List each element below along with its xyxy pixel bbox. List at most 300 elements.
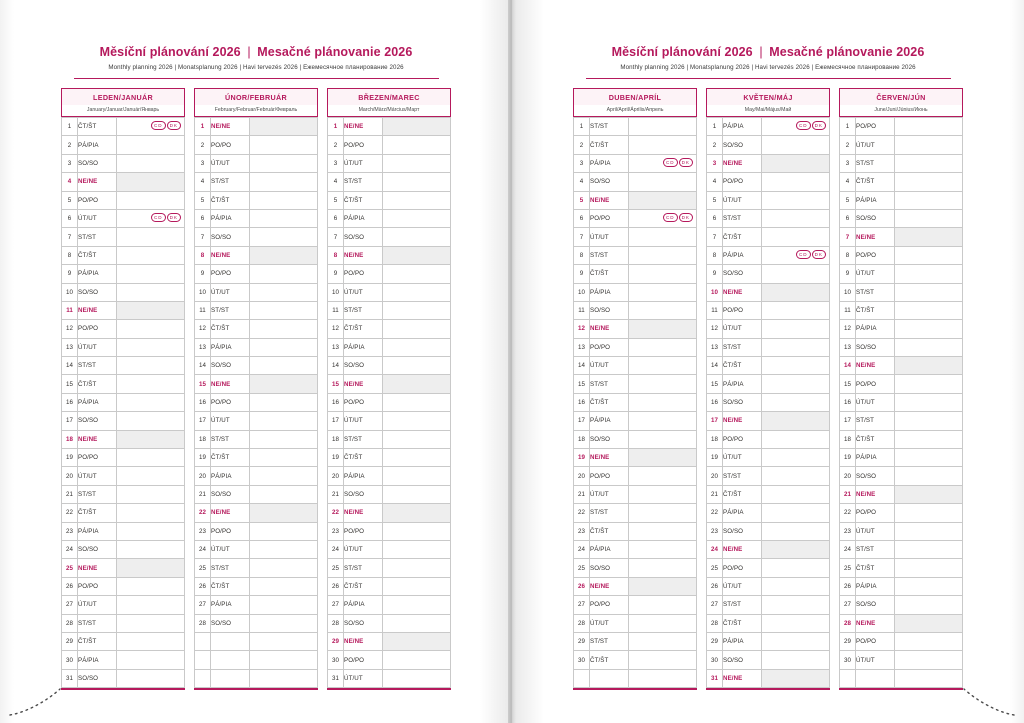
day-note-field[interactable] [629, 669, 697, 687]
day-number: 7 [328, 228, 344, 246]
day-number: 31 [328, 669, 344, 687]
day-note-field[interactable] [629, 209, 697, 227]
month-block [61, 88, 185, 690]
day-note-field[interactable] [383, 449, 451, 467]
month-subtitle: March/März/Március/Март [327, 105, 451, 117]
day-note-field[interactable] [117, 651, 185, 669]
day-note-field[interactable] [762, 301, 830, 319]
day-of-week: ČT/ŠT [78, 118, 117, 136]
day-of-week: NE/NE [590, 449, 629, 467]
day-row [62, 540, 185, 558]
day-row [707, 412, 830, 430]
day-note-field[interactable] [895, 246, 963, 264]
day-note-field[interactable] [629, 191, 697, 209]
day-note-field[interactable] [762, 338, 830, 356]
day-note-field[interactable] [629, 265, 697, 283]
day-of-week: PÁ/PIA [723, 375, 762, 393]
day-number: 11 [195, 301, 211, 319]
day-note-field[interactable] [250, 467, 318, 485]
day-note-field[interactable] [895, 136, 963, 154]
day-note-field[interactable] [117, 301, 185, 319]
day-note-field[interactable] [117, 357, 185, 375]
day-note-field[interactable] [383, 265, 451, 283]
day-note-field[interactable] [250, 504, 318, 522]
day-note-field[interactable] [629, 467, 697, 485]
day-note-field[interactable] [117, 485, 185, 503]
day-note-field[interactable] [762, 651, 830, 669]
day-of-week: SO/SO [78, 283, 117, 301]
day-note-field[interactable] [383, 246, 451, 264]
day-note-field[interactable] [250, 320, 318, 338]
day-note-field[interactable] [762, 559, 830, 577]
month-title: BŘEZEN/MAREC [327, 88, 451, 105]
day-note-field[interactable] [762, 614, 830, 632]
day-note-field[interactable] [629, 154, 697, 172]
day-number: 2 [328, 136, 344, 154]
day-note-field[interactable] [383, 632, 451, 650]
day-note-field[interactable] [895, 596, 963, 614]
day-note-field[interactable] [629, 338, 697, 356]
day-row [62, 228, 185, 246]
day-of-week: PO/PO [211, 393, 250, 411]
day-number: 31 [62, 669, 78, 687]
day-of-week: ST/ST [211, 430, 250, 448]
day-note-field[interactable] [383, 301, 451, 319]
day-note-field[interactable] [895, 504, 963, 522]
month-block [327, 88, 451, 690]
day-note-field[interactable] [895, 265, 963, 283]
day-row [62, 467, 185, 485]
day-note-field[interactable] [117, 320, 185, 338]
day-note-field[interactable] [895, 209, 963, 227]
day-note-field[interactable] [629, 651, 697, 669]
day-note-field[interactable] [629, 522, 697, 540]
day-note-field[interactable] [762, 522, 830, 540]
day-row [707, 559, 830, 577]
day-of-week: SO/SO [78, 540, 117, 558]
day-note-field[interactable] [895, 540, 963, 558]
day-number: 26 [840, 577, 856, 595]
day-note-field[interactable] [762, 265, 830, 283]
day-row [328, 467, 451, 485]
day-note-field[interactable] [383, 118, 451, 136]
day-note-field[interactable] [762, 357, 830, 375]
day-number: 24 [840, 540, 856, 558]
day-note-field[interactable] [762, 467, 830, 485]
day-row [195, 449, 318, 467]
day-row [62, 209, 185, 227]
day-row [707, 449, 830, 467]
day-note-field[interactable] [762, 173, 830, 191]
day-note-field[interactable] [117, 338, 185, 356]
day-note-field[interactable] [117, 393, 185, 411]
day-of-week: SO/SO [211, 228, 250, 246]
day-number: 29 [840, 632, 856, 650]
day-note-field[interactable] [383, 669, 451, 687]
day-note-field[interactable] [250, 118, 318, 136]
day-note-field[interactable] [383, 467, 451, 485]
day-note-field[interactable] [250, 375, 318, 393]
day-note-field[interactable] [762, 246, 830, 264]
day-note-field[interactable] [895, 191, 963, 209]
day-note-field[interactable] [383, 357, 451, 375]
day-of-week: NE/NE [856, 228, 895, 246]
day-note-field[interactable] [383, 577, 451, 595]
day-of-week: ČT/ŠT [590, 265, 629, 283]
day-note-field[interactable] [117, 449, 185, 467]
day-row [328, 357, 451, 375]
day-note-field[interactable] [629, 485, 697, 503]
day-of-week: PO/PO [344, 393, 383, 411]
day-number: 22 [328, 504, 344, 522]
day-note-field[interactable] [383, 430, 451, 448]
day-note-field[interactable] [117, 467, 185, 485]
day-note-field[interactable] [383, 559, 451, 577]
day-note-field[interactable] [383, 504, 451, 522]
day-note-field[interactable] [117, 504, 185, 522]
day-note-field[interactable] [383, 540, 451, 558]
day-row [195, 467, 318, 485]
day-note-field[interactable] [762, 430, 830, 448]
day-note-field[interactable] [895, 228, 963, 246]
day-number: 11 [328, 301, 344, 319]
day-row [62, 118, 185, 136]
day-of-week: ÚT/UT [856, 265, 895, 283]
day-row [707, 301, 830, 319]
day-number: 15 [328, 375, 344, 393]
day-note-field[interactable] [762, 393, 830, 411]
day-row [328, 246, 451, 264]
day-row [840, 154, 963, 172]
day-note-field[interactable] [117, 430, 185, 448]
day-number: 13 [707, 338, 723, 356]
day-note-field[interactable] [895, 449, 963, 467]
day-note-field[interactable] [383, 596, 451, 614]
day-note-field[interactable] [895, 393, 963, 411]
day-row [328, 614, 451, 632]
clock-change-badge: DK [167, 213, 181, 222]
day-note-field[interactable] [762, 283, 830, 301]
day-note-field[interactable] [117, 614, 185, 632]
day-note-field[interactable] [629, 375, 697, 393]
month-day-table [839, 117, 963, 688]
day-note-field[interactable] [629, 540, 697, 558]
day-of-week: ČT/ŠT [590, 651, 629, 669]
day-row [62, 669, 185, 687]
day-row [707, 265, 830, 283]
day-note-field[interactable] [895, 651, 963, 669]
day-note-field[interactable] [895, 632, 963, 650]
day-note-field[interactable] [383, 338, 451, 356]
day-note-field[interactable] [895, 577, 963, 595]
day-number: 27 [707, 596, 723, 614]
day-row [328, 393, 451, 411]
day-of-week: ST/ST [590, 118, 629, 136]
day-of-week: SO/SO [590, 559, 629, 577]
day-note-field[interactable] [250, 301, 318, 319]
day-note-field[interactable] [383, 209, 451, 227]
day-note-field[interactable] [629, 430, 697, 448]
day-note-field[interactable] [117, 265, 185, 283]
day-note-field[interactable] [895, 320, 963, 338]
day-number: 23 [574, 522, 590, 540]
day-note-field[interactable] [895, 412, 963, 430]
day-note-field[interactable] [629, 412, 697, 430]
month-subtitle: February/Februar/Február/Февраль [194, 105, 318, 117]
day-note-field[interactable] [250, 669, 318, 687]
day-note-field[interactable] [762, 632, 830, 650]
day-note-field[interactable] [762, 540, 830, 558]
day-note-field[interactable] [762, 375, 830, 393]
day-note-field[interactable] [250, 596, 318, 614]
day-note-field[interactable] [762, 412, 830, 430]
day-note-field[interactable] [762, 136, 830, 154]
day-note-field[interactable] [117, 154, 185, 172]
day-row [707, 191, 830, 209]
day-note-field[interactable] [383, 173, 451, 191]
day-note-field[interactable] [250, 136, 318, 154]
day-note-field[interactable] [383, 412, 451, 430]
day-row [707, 136, 830, 154]
day-note-field[interactable] [117, 375, 185, 393]
day-number: 8 [195, 246, 211, 264]
day-note-field[interactable] [117, 522, 185, 540]
day-note-field[interactable] [117, 191, 185, 209]
day-number: 4 [328, 173, 344, 191]
day-note-field[interactable] [250, 430, 318, 448]
day-number: 22 [195, 504, 211, 522]
day-number: 24 [328, 540, 344, 558]
day-note-field[interactable] [762, 577, 830, 595]
day-note-field[interactable] [629, 320, 697, 338]
day-note-field[interactable] [117, 136, 185, 154]
day-of-week: SO/SO [590, 173, 629, 191]
day-note-field[interactable] [383, 283, 451, 301]
day-note-field[interactable] [895, 283, 963, 301]
day-note-field[interactable] [250, 246, 318, 264]
day-note-field[interactable] [629, 504, 697, 522]
day-note-field[interactable] [250, 651, 318, 669]
day-note-field[interactable] [762, 209, 830, 227]
day-note-field[interactable] [895, 559, 963, 577]
month-block [706, 88, 830, 690]
day-note-field[interactable] [383, 191, 451, 209]
day-note-field[interactable] [383, 228, 451, 246]
day-row [574, 412, 697, 430]
day-of-week: SO/SO [211, 357, 250, 375]
day-note-field[interactable] [383, 375, 451, 393]
day-of-week: SO/SO [78, 669, 117, 687]
day-note-field[interactable] [629, 118, 697, 136]
day-note-field[interactable] [250, 412, 318, 430]
day-note-field[interactable] [117, 540, 185, 558]
day-note-field[interactable] [383, 614, 451, 632]
day-row [840, 485, 963, 503]
day-of-week: PÁ/PIA [78, 393, 117, 411]
day-note-field[interactable] [250, 614, 318, 632]
day-of-week: PÁ/PIA [78, 651, 117, 669]
day-row [62, 504, 185, 522]
day-number: 26 [574, 577, 590, 595]
day-note-field[interactable] [117, 559, 185, 577]
day-note-field[interactable] [895, 522, 963, 540]
day-note-field[interactable] [117, 669, 185, 687]
day-row [62, 301, 185, 319]
day-of-week: ČT/ŠT [856, 301, 895, 319]
day-row [574, 265, 697, 283]
day-note-field[interactable] [629, 136, 697, 154]
day-note-field[interactable] [629, 559, 697, 577]
day-number: 8 [840, 246, 856, 264]
day-note-field[interactable] [762, 320, 830, 338]
day-note-field[interactable] [629, 449, 697, 467]
day-note-field[interactable] [250, 191, 318, 209]
day-row [574, 467, 697, 485]
day-note-field[interactable] [250, 173, 318, 191]
day-note-field[interactable] [383, 651, 451, 669]
day-note-field[interactable] [383, 154, 451, 172]
day-number: 15 [62, 375, 78, 393]
day-note-field[interactable] [383, 136, 451, 154]
day-number [195, 651, 211, 669]
day-note-field[interactable] [250, 338, 318, 356]
day-note-field[interactable] [629, 173, 697, 191]
day-number: 12 [840, 320, 856, 338]
day-note-field[interactable] [250, 228, 318, 246]
day-note-field[interactable] [250, 577, 318, 595]
day-note-field[interactable] [117, 596, 185, 614]
day-of-week: ST/ST [344, 173, 383, 191]
day-of-week: PÁ/PIA [856, 449, 895, 467]
day-row [195, 651, 318, 669]
day-row [840, 191, 963, 209]
day-note-field[interactable] [383, 320, 451, 338]
day-note-field[interactable] [250, 209, 318, 227]
day-number: 4 [195, 173, 211, 191]
day-note-field[interactable] [117, 246, 185, 264]
day-note-field[interactable] [250, 283, 318, 301]
day-note-field[interactable] [250, 154, 318, 172]
day-note-field[interactable] [250, 449, 318, 467]
day-note-field[interactable] [250, 632, 318, 650]
day-note-field[interactable] [895, 485, 963, 503]
day-note-field[interactable] [250, 559, 318, 577]
day-note-field[interactable] [895, 118, 963, 136]
day-of-week: PO/PO [590, 209, 629, 227]
day-note-field[interactable] [762, 154, 830, 172]
day-note-field[interactable] [762, 596, 830, 614]
day-note-field[interactable] [762, 191, 830, 209]
day-note-field[interactable] [762, 485, 830, 503]
day-note-field[interactable] [895, 357, 963, 375]
day-number: 13 [62, 338, 78, 356]
day-row [195, 393, 318, 411]
day-note-field[interactable] [117, 209, 185, 227]
day-note-field[interactable] [895, 173, 963, 191]
day-note-field[interactable] [629, 301, 697, 319]
day-note-field[interactable] [629, 632, 697, 650]
day-of-week: ÚT/UT [723, 320, 762, 338]
day-note-field[interactable] [895, 375, 963, 393]
day-note-field[interactable] [117, 577, 185, 595]
month-day-table [327, 117, 451, 688]
day-note-field[interactable] [383, 393, 451, 411]
day-note-field[interactable] [762, 449, 830, 467]
day-note-field[interactable] [250, 393, 318, 411]
day-row [707, 173, 830, 191]
day-note-field[interactable] [895, 154, 963, 172]
day-note-field[interactable] [250, 265, 318, 283]
day-note-field[interactable] [117, 412, 185, 430]
day-row [574, 357, 697, 375]
month-block [573, 88, 697, 690]
day-note-field[interactable] [762, 228, 830, 246]
day-of-week: ÚT/UT [590, 614, 629, 632]
right-page [512, 0, 1024, 723]
day-of-week: PO/PO [211, 136, 250, 154]
day-note-field[interactable] [117, 118, 185, 136]
day-note-field[interactable] [250, 485, 318, 503]
day-row [707, 118, 830, 136]
day-note-field[interactable] [383, 485, 451, 503]
month-subtitle: April/April/Április/Апрель [573, 105, 697, 117]
day-note-field[interactable] [895, 467, 963, 485]
day-note-field[interactable] [629, 614, 697, 632]
day-note-field[interactable] [629, 283, 697, 301]
day-note-field[interactable] [629, 357, 697, 375]
day-number: 3 [707, 154, 723, 172]
day-number: 23 [328, 522, 344, 540]
day-number: 25 [195, 559, 211, 577]
day-row [328, 522, 451, 540]
day-row [840, 632, 963, 650]
day-number [195, 632, 211, 650]
day-of-week: SO/SO [723, 393, 762, 411]
day-note-field[interactable] [629, 577, 697, 595]
day-row [62, 375, 185, 393]
header-divider [586, 78, 951, 79]
day-note-field[interactable] [629, 228, 697, 246]
day-number: 9 [840, 265, 856, 283]
day-note-field[interactable] [117, 632, 185, 650]
day-note-field[interactable] [895, 338, 963, 356]
day-number: 2 [840, 136, 856, 154]
title-separator: | [759, 45, 763, 59]
day-note-field[interactable] [762, 118, 830, 136]
day-note-field[interactable] [117, 228, 185, 246]
day-note-field[interactable] [762, 504, 830, 522]
day-note-field[interactable] [629, 596, 697, 614]
day-row [195, 136, 318, 154]
day-note-field[interactable] [895, 430, 963, 448]
day-note-field[interactable] [117, 173, 185, 191]
day-note-field[interactable] [895, 301, 963, 319]
day-note-field[interactable] [250, 522, 318, 540]
day-note-field[interactable] [762, 669, 830, 687]
day-note-field[interactable] [895, 614, 963, 632]
day-note-field[interactable] [383, 522, 451, 540]
day-note-field[interactable] [629, 393, 697, 411]
day-note-field[interactable] [117, 283, 185, 301]
day-note-field[interactable] [629, 246, 697, 264]
day-row [840, 669, 963, 687]
day-note-field[interactable] [250, 540, 318, 558]
day-note-field[interactable] [250, 357, 318, 375]
day-of-week: ČT/ŠT [344, 191, 383, 209]
day-number: 4 [574, 173, 590, 191]
day-row [840, 283, 963, 301]
day-number: 13 [195, 338, 211, 356]
